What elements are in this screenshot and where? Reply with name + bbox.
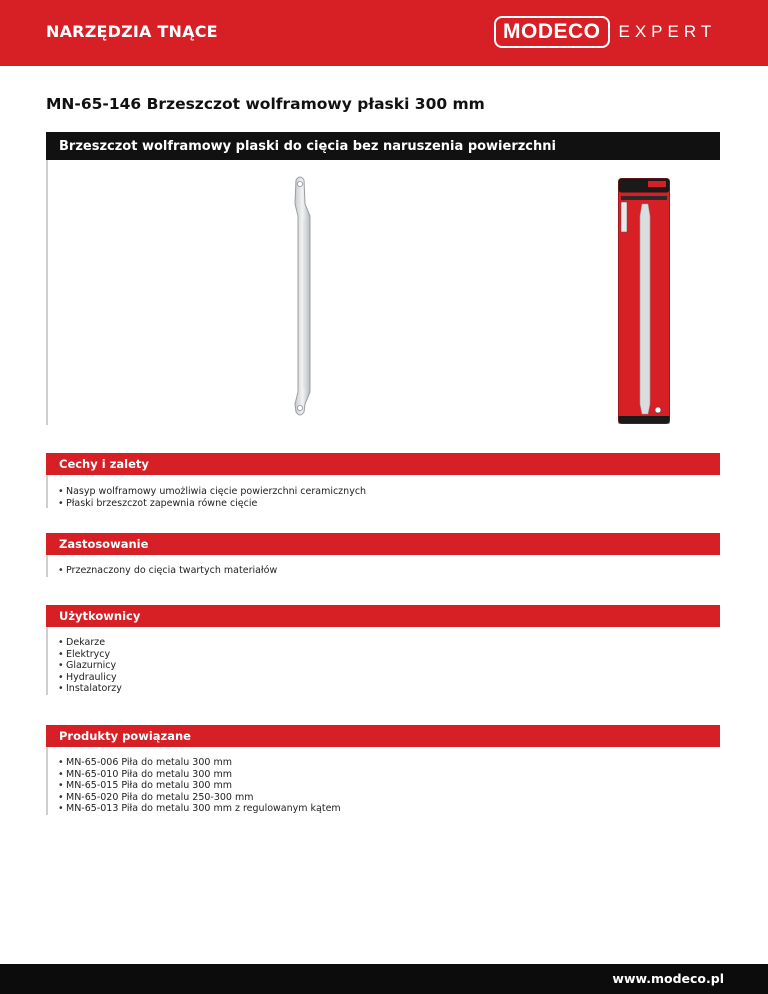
application-title: Zastosowanie — [59, 537, 149, 551]
list-item: • Płaski brzeszczot zapewnia równe cięcie — [58, 498, 366, 510]
list-item: • Instalatorzy — [58, 683, 122, 695]
product-subtitle-banner — [46, 132, 720, 160]
footer-bar — [0, 964, 768, 994]
application-banner — [46, 533, 720, 555]
related-title: Produkty powiązane — [59, 729, 191, 743]
modeco-expert-logo — [494, 16, 716, 48]
list-item: • Hydraulicy — [58, 672, 122, 684]
list-item[interactable]: • MN-65-015 Piła do metalu 300 mm — [58, 780, 341, 792]
features-rule — [46, 475, 48, 508]
features-list — [58, 486, 366, 509]
list-item: • Nasyp wolframowy umożliwia cięcie powierzchni ceramicznych — [58, 486, 366, 498]
list-item[interactable]: • MN-65-006 Piła do metalu 300 mm — [58, 757, 341, 769]
product-images — [48, 160, 720, 425]
logo-suffix: EXPERT — [618, 22, 717, 41]
users-list — [58, 637, 122, 695]
features-banner — [46, 453, 720, 475]
users-rule — [46, 627, 48, 695]
list-item[interactable]: • MN-65-010 Piła do metalu 300 mm — [58, 769, 341, 781]
list-item: • Glazurnicy — [58, 660, 122, 672]
product-subtitle: Brzeszczot wolframowy plaski do cięcia bez naruszenia powierzchni — [59, 138, 556, 154]
list-item: • Elektrycy — [58, 649, 122, 661]
list-item[interactable]: • MN-65-020 Piła do metalu 250-300 mm — [58, 792, 341, 804]
category-title: NARZĘDZIA TNĄCE — [46, 22, 218, 41]
application-rule — [46, 555, 48, 577]
application-list — [58, 565, 277, 577]
header-bar — [0, 0, 768, 66]
product-title: MN-65-146 Brzeszczot wolframowy płaski 300 mm — [46, 95, 485, 113]
list-item: • Przeznaczony do cięcia twartych materiałów — [58, 565, 277, 577]
users-title: Użytkownicy — [59, 609, 141, 623]
list-item: • Dekarze — [58, 637, 122, 649]
users-banner — [46, 605, 720, 627]
related-rule — [46, 747, 48, 815]
features-title: Cechy i zalety — [59, 457, 149, 471]
list-item[interactable]: • MN-65-013 Piła do metalu 300 mm z regulowanym kątem — [58, 803, 341, 815]
website-link[interactable]: www.modeco.pl — [612, 971, 724, 986]
related-banner — [46, 725, 720, 747]
related-list — [58, 757, 341, 815]
logo-brand: MODECO — [494, 16, 610, 48]
blade-package-image — [618, 178, 670, 424]
